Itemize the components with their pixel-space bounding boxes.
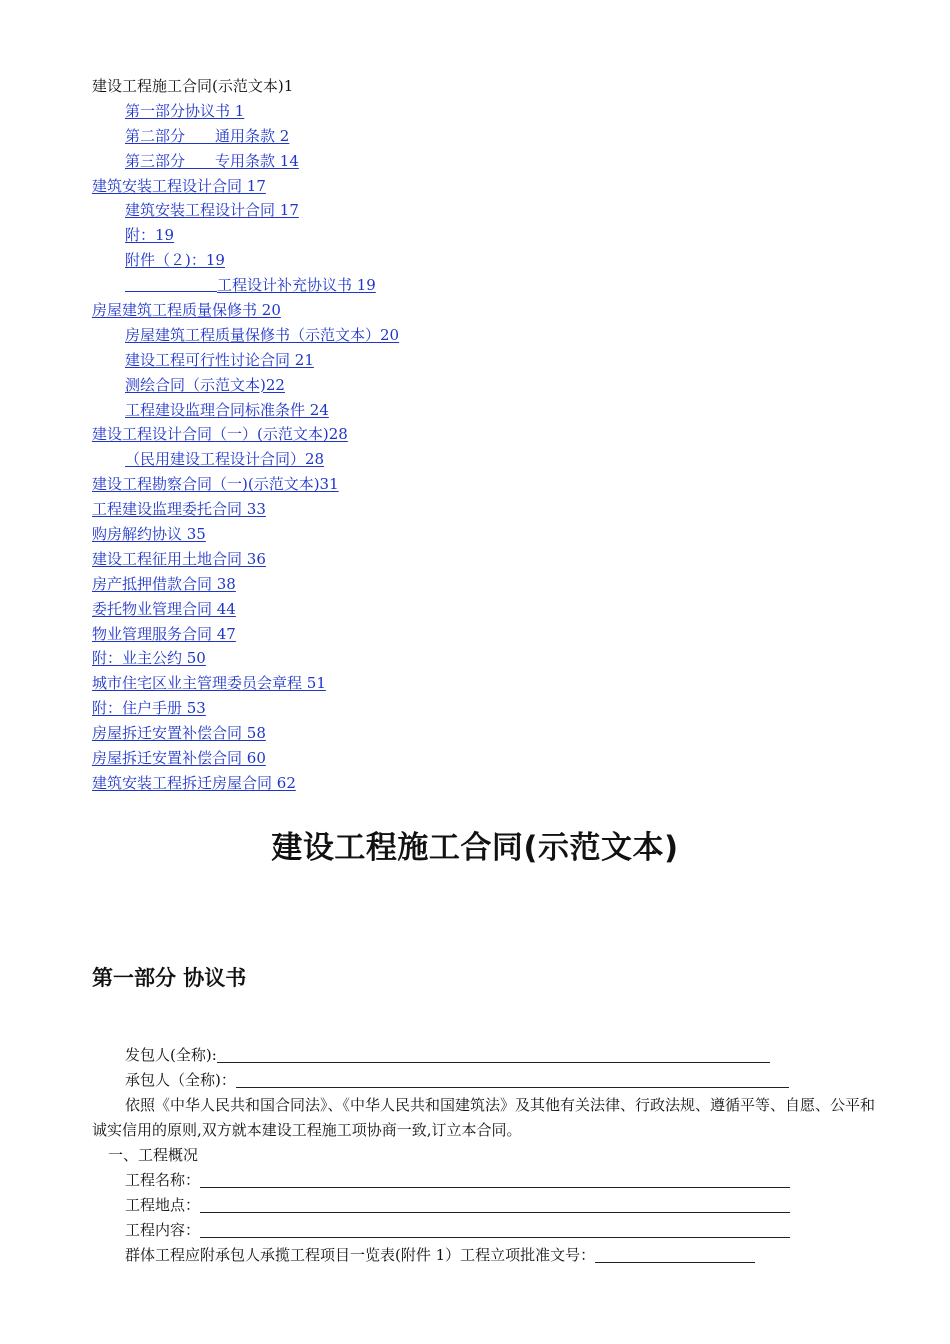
toc-link[interactable]: 第二部分 通用条款 2 <box>125 126 290 145</box>
toc-item[interactable] <box>92 547 892 572</box>
contractor-label: 承包人（全称)： <box>125 1071 236 1089</box>
intro-paragraph: 依照《中华人民共和国合同法》、《中华人民共和国建筑法》及其他有关法律、行政法规、遵循平等、自愿、公平和诚实信用的原则,双方就本建设工程施工项协商一致,订立本合同。 <box>92 1096 876 1139</box>
toc-item[interactable] <box>92 248 892 273</box>
toc-item[interactable] <box>92 696 892 721</box>
toc-item[interactable] <box>92 422 892 447</box>
toc-link[interactable]: 工程建设监理合同标准条件 24 <box>125 400 329 419</box>
project-name-blank[interactable] <box>200 1171 790 1188</box>
toc-link[interactable]: （民用建设工程设计合同）28 <box>125 450 325 469</box>
section-heading: 第一部分 协议书 <box>92 966 247 990</box>
toc-link[interactable]: 建设工程勘察合同（一)(示范文本)31 <box>92 475 339 494</box>
toc-item[interactable] <box>92 124 892 149</box>
toc-item[interactable] <box>92 497 892 522</box>
project-content-blank[interactable] <box>200 1221 790 1238</box>
toc-item[interactable] <box>92 298 892 323</box>
toc-link[interactable]: 附：19 <box>125 226 175 245</box>
table-of-contents <box>92 74 892 796</box>
toc-link[interactable]: 建筑安装工程设计合同 17 <box>92 176 266 195</box>
toc-item[interactable] <box>92 622 892 647</box>
toc-link[interactable]: 测绘合同（示范文本)22 <box>125 375 285 394</box>
toc-item[interactable] <box>92 597 892 622</box>
contractor-line <box>92 1068 882 1093</box>
employer-line <box>92 1043 882 1068</box>
toc-link[interactable]: 建筑安装工程设计合同 17 <box>125 201 299 220</box>
clause-heading: 一、工程概况 <box>108 1146 199 1164</box>
project-site-blank[interactable] <box>200 1196 790 1213</box>
project-site-label: 工程地点： <box>125 1196 201 1214</box>
toc-link[interactable]: 附：住户手册 53 <box>92 699 206 718</box>
toc-item[interactable] <box>92 373 892 398</box>
project-content-line <box>92 1218 882 1243</box>
toc-link[interactable]: 房屋拆迁安置补偿合同 60 <box>92 749 266 768</box>
toc-link[interactable]: 房屋拆迁安置补偿合同 58 <box>92 724 266 743</box>
toc-link[interactable]: 建设工程设计合同（一）(示范文本)28 <box>92 425 348 444</box>
project-content-label: 工程内容： <box>125 1221 201 1239</box>
toc-link[interactable]: 附件（２)：19 <box>125 251 225 270</box>
toc-link[interactable]: 建筑安装工程拆迁房屋合同 62 <box>92 773 296 792</box>
toc-item[interactable] <box>92 771 892 796</box>
toc-link[interactable]: 物业管理服务合同 47 <box>92 624 236 643</box>
toc-link[interactable]: 第一部分协议书 1 <box>125 101 245 120</box>
employer-blank[interactable] <box>217 1046 770 1063</box>
toc-item[interactable] <box>92 99 892 124</box>
toc-link[interactable]: 房屋建筑工程质量保修书（示范文本）20 <box>125 325 400 344</box>
toc-item[interactable] <box>92 348 892 373</box>
toc-link[interactable]: 附：业主公约 50 <box>92 649 206 668</box>
approval-number-blank[interactable] <box>595 1246 755 1263</box>
toc-item[interactable] <box>92 223 892 248</box>
toc-item <box>92 74 892 99</box>
toc-item[interactable] <box>92 398 892 423</box>
toc-item[interactable] <box>92 746 892 771</box>
toc-link[interactable]: 建设工程征用土地合同 36 <box>92 549 266 568</box>
toc-item[interactable] <box>92 522 892 547</box>
toc-indent-underline <box>125 277 217 292</box>
toc-item[interactable] <box>92 671 892 696</box>
employer-label: 发包人(全称): <box>125 1046 217 1064</box>
contractor-blank[interactable] <box>236 1071 789 1088</box>
toc-link[interactable]: 房屋建筑工程质量保修书 20 <box>92 301 281 320</box>
toc-link[interactable]: 工程设计补充协议书 19 <box>217 276 376 295</box>
toc-item[interactable] <box>92 721 892 746</box>
group-project-label: 群体工程应附承包人承揽工程项目一览表(附件 1）工程立项批准文号： <box>125 1246 596 1264</box>
document-title: 建设工程施工合同(示范文本) <box>271 830 679 866</box>
toc-link[interactable]: 工程建设监理委托合同 33 <box>92 500 266 519</box>
toc-link[interactable]: 建设工程可行性讨论合同 21 <box>125 350 314 369</box>
project-name-line <box>92 1168 882 1193</box>
toc-text: 建设工程施工合同(示范文本)1 <box>92 77 294 95</box>
toc-item[interactable] <box>92 572 892 597</box>
toc-item[interactable] <box>92 149 892 174</box>
toc-item[interactable] <box>92 174 892 199</box>
toc-item[interactable] <box>92 447 892 472</box>
group-project-line <box>92 1243 882 1268</box>
toc-item[interactable] <box>92 646 892 671</box>
toc-link[interactable]: 房产抵押借款合同 38 <box>92 574 236 593</box>
toc-link[interactable]: 委托物业管理合同 44 <box>92 599 236 618</box>
toc-link[interactable]: 第三部分 专用条款 14 <box>125 151 299 170</box>
toc-item[interactable] <box>92 472 892 497</box>
toc-item[interactable] <box>92 198 892 223</box>
project-name-label: 工程名称： <box>125 1171 201 1189</box>
project-site-line <box>92 1193 882 1218</box>
toc-item[interactable] <box>92 323 892 348</box>
document-body <box>92 1043 882 1268</box>
toc-link[interactable]: 城市住宅区业主管理委员会章程 51 <box>92 674 326 693</box>
toc-item[interactable] <box>92 273 892 298</box>
toc-link[interactable]: 购房解约协议 35 <box>92 525 206 544</box>
